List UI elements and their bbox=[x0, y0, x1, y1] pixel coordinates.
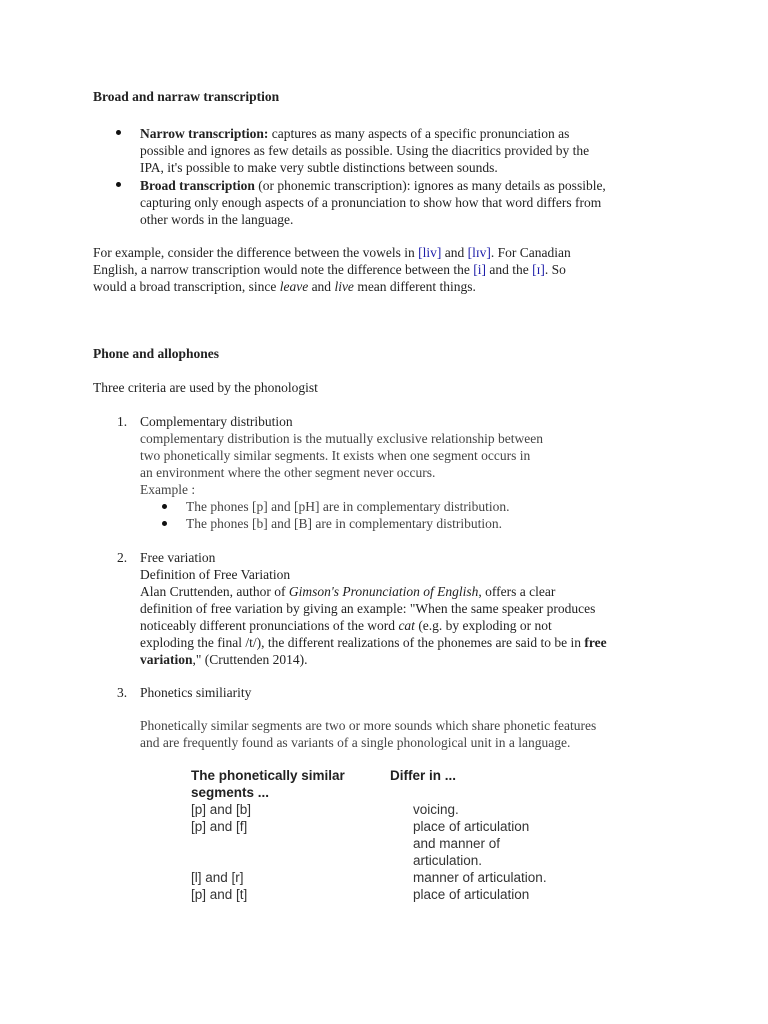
table-header-segments bbox=[191, 767, 345, 801]
broad-transcription-label: Broad transcription bbox=[140, 178, 255, 193]
bullet-icon bbox=[162, 521, 167, 526]
cell-line: place of articulation bbox=[413, 819, 530, 834]
text-span: and bbox=[308, 279, 335, 294]
ipa-link[interactable]: [lɪv] bbox=[467, 245, 491, 260]
table-header bbox=[191, 767, 611, 801]
similarity-table bbox=[191, 767, 611, 903]
table-cell-segments: [p] and [t] bbox=[191, 887, 248, 902]
italic-span: Gimson's Pronunciation of English bbox=[288, 584, 479, 599]
table-cell-differ: place of articulation bbox=[413, 887, 530, 902]
text-line: two phonetically similar segments. It exists when one segment occurs in bbox=[140, 448, 531, 463]
header-text: The phonetically similar bbox=[191, 768, 345, 783]
table-cell-segments: [p] and [b] bbox=[191, 802, 252, 817]
bullet-icon bbox=[116, 182, 121, 187]
list-number: 3. bbox=[117, 685, 128, 700]
text-line: Phonetically similar segments are two or more sounds which share phonetic features bbox=[140, 718, 597, 733]
text-span: Alan Cruttenden, author of bbox=[140, 584, 289, 599]
narrow-transcription-label: Narrow transcription: bbox=[140, 126, 269, 141]
table-row bbox=[191, 818, 611, 869]
italic-span: leave bbox=[279, 279, 309, 294]
sub-bullet-text: The phones [p] and [pH] are in complementary distribution. bbox=[186, 499, 510, 514]
table-header-differ: Differ in ... bbox=[390, 768, 457, 783]
text-span: noticeably different pronunciations of the word bbox=[140, 618, 399, 633]
text-span: , offers a clear bbox=[478, 584, 556, 599]
table-row bbox=[191, 801, 611, 818]
narrow-transcription-item bbox=[140, 125, 589, 176]
text-line: Definition of Free Variation bbox=[140, 567, 291, 582]
bullet-icon bbox=[162, 504, 167, 509]
text-span: . For Canadian bbox=[490, 245, 571, 260]
section-heading-transcription: Broad and narraw transcription bbox=[93, 89, 280, 104]
cell-line: and manner of bbox=[413, 836, 501, 851]
table-row bbox=[191, 869, 611, 886]
text-span: (e.g. by exploding or not bbox=[414, 618, 552, 633]
table-cell-differ: voicing. bbox=[413, 802, 459, 817]
table-cell-differ: manner of articulation. bbox=[413, 870, 547, 885]
text-line: definition of free variation by giving an example: "When the same speaker produces bbox=[140, 601, 596, 616]
table-cell-segments: [l] and [r] bbox=[191, 870, 244, 885]
list-number: 2. bbox=[117, 550, 128, 565]
sub-bullet-text: The phones [b] and [B] are in complementary distribution. bbox=[186, 516, 503, 531]
bold-span: free bbox=[584, 635, 607, 650]
text-line: an environment where the other segment never occurs. bbox=[140, 465, 436, 480]
bold-span: variation bbox=[140, 652, 193, 667]
text-span: exploding the final /t/), the different realizations of the phonemes are said to be in bbox=[140, 635, 585, 650]
section-heading-phones: Phone and allophones bbox=[93, 346, 220, 361]
text-span: For example, consider the difference between the vowels in bbox=[93, 245, 419, 260]
ipa-link[interactable]: [i] bbox=[473, 262, 486, 277]
table-cell-segments: [p] and [f] bbox=[191, 819, 248, 834]
complementary-distribution-item bbox=[140, 413, 543, 498]
text-line: and are frequently found as variants of a single phonological unit in a language. bbox=[140, 735, 571, 750]
text-line: complementary distribution is the mutually exclusive relationship between bbox=[140, 431, 544, 446]
free-variation-item bbox=[140, 549, 607, 668]
text-span: and bbox=[441, 245, 468, 260]
item-title: Complementary distribution bbox=[140, 414, 293, 429]
bullet-icon bbox=[116, 130, 121, 135]
list-number: 1. bbox=[117, 414, 128, 429]
text-line: IPA, it's possible to make very subtle distinctions between sounds. bbox=[140, 160, 498, 175]
italic-span: live bbox=[334, 279, 354, 294]
text-span: and the bbox=[486, 262, 533, 277]
text-span: mean different things. bbox=[353, 279, 476, 294]
broad-transcription-item bbox=[140, 177, 606, 228]
text-line: other words in the language. bbox=[140, 212, 294, 227]
text-line: Example : bbox=[140, 482, 196, 497]
text-span: would a broad transcription, since bbox=[93, 279, 280, 294]
item-title: Free variation bbox=[140, 550, 216, 565]
text-line: captures as many aspects of a specific pronunciation as bbox=[268, 126, 570, 141]
ipa-link[interactable]: [liv] bbox=[418, 245, 442, 260]
criteria-intro: Three criteria are used by the phonologist bbox=[93, 380, 318, 395]
text-line: capturing only enough aspects of a pronunciation to show how that word differs from bbox=[140, 195, 602, 210]
text-span: ," (Cruttenden 2014). bbox=[192, 652, 308, 667]
italic-span: cat bbox=[398, 618, 415, 633]
table-cell-differ bbox=[413, 818, 529, 869]
text-line: (or phonemic transcription): ignores as many details as possible, bbox=[254, 178, 606, 193]
cell-line: articulation. bbox=[413, 853, 483, 868]
table-row bbox=[191, 886, 611, 903]
text-line: possible and ignores as few details as possible. Using the diacritics provided by the bbox=[140, 143, 590, 158]
text-span: English, a narrow transcription would note the difference between the bbox=[93, 262, 474, 277]
ipa-link[interactable]: [ɪ] bbox=[532, 262, 545, 277]
item-title: Phonetics similiarity bbox=[140, 685, 252, 700]
phonetic-similarity-text bbox=[140, 717, 596, 751]
header-text: segments ... bbox=[191, 785, 270, 800]
text-span: . So bbox=[544, 262, 566, 277]
example-paragraph bbox=[93, 244, 571, 295]
